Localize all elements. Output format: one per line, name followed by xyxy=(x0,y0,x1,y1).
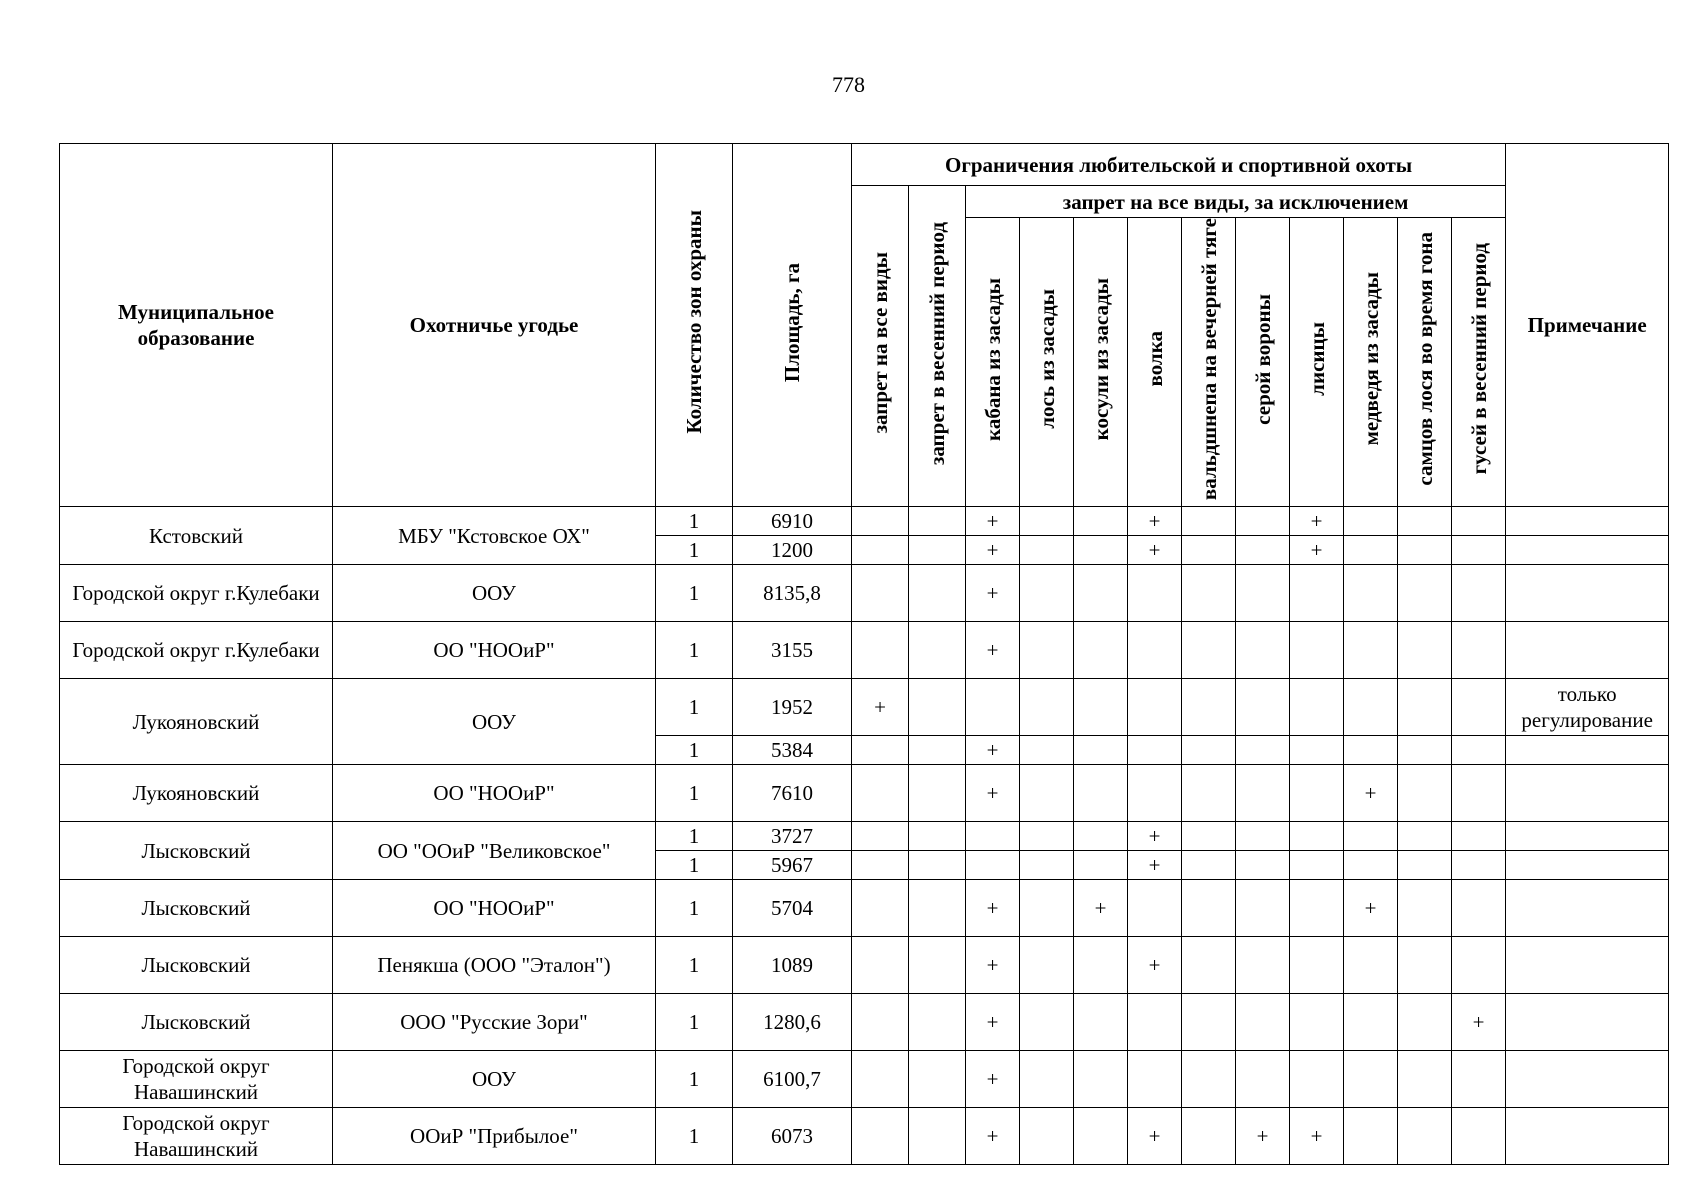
cell-restriction-mark xyxy=(1398,736,1452,765)
cell-restriction-mark: + xyxy=(966,937,1020,994)
cell-restriction-mark xyxy=(909,622,966,679)
header-exception: гусей в весенний период xyxy=(1452,218,1506,507)
cell-restriction-mark xyxy=(1128,994,1182,1051)
table-row xyxy=(60,822,1669,851)
cell-restriction-mark xyxy=(1020,765,1074,822)
cell-restriction-mark xyxy=(1074,622,1128,679)
cell-restriction-mark xyxy=(1398,937,1452,994)
cell-restriction-mark: + xyxy=(852,679,909,736)
table-row xyxy=(60,507,1669,536)
header-exception: медведя из засады xyxy=(1344,218,1398,507)
cell-restriction-mark xyxy=(909,822,966,851)
cell-restriction-mark: + xyxy=(1344,880,1398,937)
cell-note xyxy=(1506,880,1669,937)
cell-restriction-mark xyxy=(1128,1051,1182,1108)
cell-restriction-mark xyxy=(1182,880,1236,937)
cell-restriction-mark xyxy=(1236,507,1290,536)
cell-restriction-mark xyxy=(909,1051,966,1108)
cell-restriction-mark xyxy=(852,1108,909,1165)
cell-restriction-mark xyxy=(1074,1051,1128,1108)
cell-note xyxy=(1506,822,1669,851)
header-exception: лось из засады xyxy=(1020,218,1074,507)
cell-restriction-mark: + xyxy=(966,1108,1020,1165)
cell-zones-count: 1 xyxy=(656,822,733,851)
cell-restriction-mark xyxy=(1452,822,1506,851)
cell-note xyxy=(1506,1108,1669,1165)
cell-restriction-mark xyxy=(1182,822,1236,851)
cell-note xyxy=(1506,622,1669,679)
cell-restriction-mark xyxy=(1074,1108,1128,1165)
cell-zones-count: 1 xyxy=(656,736,733,765)
cell-restriction-mark xyxy=(1182,507,1236,536)
cell-restriction-mark xyxy=(1398,1051,1452,1108)
cell-restriction-mark xyxy=(1236,880,1290,937)
cell-restriction-mark xyxy=(1182,536,1236,565)
cell-restriction-mark: + xyxy=(1128,937,1182,994)
cell-restriction-mark: + xyxy=(966,565,1020,622)
cell-restriction-mark xyxy=(1452,880,1506,937)
cell-area: 6910 xyxy=(733,507,852,536)
cell-municipality: Лукояновский xyxy=(60,679,333,765)
cell-restriction-mark xyxy=(1452,1051,1506,1108)
cell-restriction-mark: + xyxy=(1236,1108,1290,1165)
cell-restriction-mark xyxy=(1398,880,1452,937)
cell-restriction-mark xyxy=(1182,622,1236,679)
cell-hunting-ground: ОО "НООиР" xyxy=(333,765,656,822)
cell-restriction-mark xyxy=(1344,507,1398,536)
cell-restriction-mark xyxy=(1344,851,1398,880)
cell-restriction-mark xyxy=(852,994,909,1051)
cell-restriction-mark: + xyxy=(1128,851,1182,880)
cell-note xyxy=(1506,565,1669,622)
cell-restriction-mark xyxy=(1236,994,1290,1051)
cell-restriction-mark xyxy=(1290,679,1344,736)
cell-restriction-mark xyxy=(1236,536,1290,565)
cell-note xyxy=(1506,736,1669,765)
cell-restriction-mark: + xyxy=(966,536,1020,565)
cell-restriction-mark xyxy=(1182,994,1236,1051)
cell-restriction-mark xyxy=(909,880,966,937)
cell-hunting-ground: ООиР "Прибылое" xyxy=(333,1108,656,1165)
cell-restriction-mark: + xyxy=(1452,994,1506,1051)
cell-area: 8135,8 xyxy=(733,565,852,622)
cell-restriction-mark xyxy=(1020,851,1074,880)
cell-restriction-mark xyxy=(966,851,1020,880)
cell-municipality: Лысковский xyxy=(60,822,333,880)
cell-restriction-mark xyxy=(1290,765,1344,822)
cell-restriction-mark xyxy=(1344,536,1398,565)
cell-restriction-mark xyxy=(1398,822,1452,851)
cell-restriction-mark xyxy=(1074,822,1128,851)
cell-zones-count: 1 xyxy=(656,937,733,994)
cell-municipality: Лысковский xyxy=(60,880,333,937)
cell-hunting-ground: ООУ xyxy=(333,1051,656,1108)
cell-municipality: Городской округ г.Кулебаки xyxy=(60,622,333,679)
cell-restriction-mark xyxy=(1398,851,1452,880)
cell-zones-count: 1 xyxy=(656,880,733,937)
cell-restriction-mark xyxy=(1128,880,1182,937)
cell-restriction-mark xyxy=(1236,736,1290,765)
cell-restriction-mark xyxy=(909,765,966,822)
cell-restriction-mark xyxy=(1452,536,1506,565)
cell-restriction-mark xyxy=(1290,822,1344,851)
cell-restriction-mark xyxy=(1182,565,1236,622)
cell-note xyxy=(1506,851,1669,880)
cell-restriction-mark xyxy=(1182,1051,1236,1108)
cell-restriction-mark xyxy=(909,679,966,736)
cell-restriction-mark: + xyxy=(1128,822,1182,851)
cell-restriction-mark: + xyxy=(1344,765,1398,822)
cell-zones-count: 1 xyxy=(656,994,733,1051)
cell-restriction-mark xyxy=(1290,1051,1344,1108)
cell-restriction-mark xyxy=(1290,565,1344,622)
cell-restriction-mark xyxy=(852,937,909,994)
cell-zones-count: 1 xyxy=(656,765,733,822)
cell-restriction-mark xyxy=(1074,507,1128,536)
cell-restriction-mark xyxy=(1452,765,1506,822)
header-ban-except-group: запрет на все виды, за исключением xyxy=(966,186,1506,218)
cell-restriction-mark xyxy=(1020,736,1074,765)
header-area: Площадь, га xyxy=(733,144,852,507)
cell-restriction-mark xyxy=(1020,994,1074,1051)
cell-restriction-mark: + xyxy=(1074,880,1128,937)
cell-hunting-ground: ОО "НООиР" xyxy=(333,880,656,937)
cell-hunting-ground: ОО "НООиР" xyxy=(333,622,656,679)
cell-hunting-ground: МБУ "Кстовское ОХ" xyxy=(333,507,656,565)
cell-restriction-mark xyxy=(852,822,909,851)
header-ban-spring: запрет в весенний период xyxy=(909,186,966,507)
cell-restriction-mark xyxy=(1074,994,1128,1051)
cell-municipality: Городской округ Навашинский xyxy=(60,1051,333,1108)
cell-restriction-mark xyxy=(1020,622,1074,679)
header-exception: кабана из засады xyxy=(966,218,1020,507)
cell-restriction-mark xyxy=(1452,507,1506,536)
header-exception: самцов лося во время гона xyxy=(1398,218,1452,507)
cell-restriction-mark xyxy=(909,536,966,565)
cell-restriction-mark xyxy=(1236,622,1290,679)
cell-restriction-mark: + xyxy=(1290,536,1344,565)
cell-restriction-mark xyxy=(1074,765,1128,822)
cell-municipality: Кстовский xyxy=(60,507,333,565)
cell-restriction-mark: + xyxy=(966,1051,1020,1108)
cell-restriction-mark xyxy=(1398,994,1452,1051)
cell-area: 5967 xyxy=(733,851,852,880)
table-header xyxy=(60,144,1669,507)
cell-municipality: Лукояновский xyxy=(60,765,333,822)
cell-restriction-mark xyxy=(1290,851,1344,880)
cell-restriction-mark xyxy=(1128,565,1182,622)
table-row xyxy=(60,880,1669,937)
cell-area: 6073 xyxy=(733,1108,852,1165)
cell-restriction-mark: + xyxy=(966,507,1020,536)
cell-restriction-mark xyxy=(1290,880,1344,937)
cell-restriction-mark xyxy=(1236,765,1290,822)
cell-restriction-mark xyxy=(1398,536,1452,565)
cell-municipality: Городской округ г.Кулебаки xyxy=(60,565,333,622)
cell-restriction-mark xyxy=(1398,679,1452,736)
cell-restriction-mark xyxy=(909,507,966,536)
cell-restriction-mark xyxy=(909,736,966,765)
cell-zones-count: 1 xyxy=(656,1108,733,1165)
table-row xyxy=(60,994,1669,1051)
cell-restriction-mark xyxy=(1344,679,1398,736)
cell-restriction-mark: + xyxy=(1128,1108,1182,1165)
cell-restriction-mark xyxy=(1398,565,1452,622)
cell-restriction-mark xyxy=(1074,565,1128,622)
cell-restriction-mark xyxy=(1074,536,1128,565)
cell-area: 7610 xyxy=(733,765,852,822)
cell-restriction-mark xyxy=(1344,565,1398,622)
cell-restriction-mark xyxy=(1236,1051,1290,1108)
cell-restriction-mark xyxy=(966,679,1020,736)
cell-note xyxy=(1506,994,1669,1051)
cell-restriction-mark xyxy=(1452,937,1506,994)
cell-restriction-mark xyxy=(909,1108,966,1165)
cell-hunting-ground: ООУ xyxy=(333,679,656,765)
cell-restriction-mark xyxy=(1344,937,1398,994)
cell-restriction-mark xyxy=(852,880,909,937)
cell-restriction-mark xyxy=(1182,765,1236,822)
header-hunting-ground: Охотничье угодье xyxy=(333,144,656,507)
cell-restriction-mark xyxy=(909,937,966,994)
cell-restriction-mark xyxy=(1128,622,1182,679)
header-exception: косули из засады xyxy=(1074,218,1128,507)
cell-area: 1952 xyxy=(733,679,852,736)
cell-hunting-ground: Пенякша (ООО "Эталон") xyxy=(333,937,656,994)
cell-restriction-mark xyxy=(1452,851,1506,880)
cell-restriction-mark xyxy=(1344,1051,1398,1108)
cell-restriction-mark xyxy=(1182,736,1236,765)
cell-restriction-mark xyxy=(1020,1108,1074,1165)
cell-municipality: Лысковский xyxy=(60,937,333,994)
cell-note xyxy=(1506,536,1669,565)
header-exception: лисицы xyxy=(1290,218,1344,507)
cell-restriction-mark xyxy=(852,765,909,822)
cell-restriction-mark xyxy=(1452,679,1506,736)
cell-restriction-mark xyxy=(852,536,909,565)
cell-restriction-mark: + xyxy=(1290,507,1344,536)
cell-zones-count: 1 xyxy=(656,536,733,565)
cell-area: 5704 xyxy=(733,880,852,937)
cell-restriction-mark xyxy=(909,565,966,622)
cell-restriction-mark xyxy=(1182,937,1236,994)
page-number: 778 xyxy=(832,72,865,97)
header-exception: вальдшнепа на вечерней тяге xyxy=(1182,218,1236,507)
header-zones-count: Количество зон охраны xyxy=(656,144,733,507)
cell-restriction-mark xyxy=(1128,765,1182,822)
header-exception: волка xyxy=(1128,218,1182,507)
table-row xyxy=(60,765,1669,822)
cell-restriction-mark xyxy=(1128,679,1182,736)
cell-restriction-mark xyxy=(1128,736,1182,765)
cell-restriction-mark xyxy=(909,994,966,1051)
cell-restriction-mark xyxy=(1236,937,1290,994)
cell-restriction-mark: + xyxy=(966,765,1020,822)
cell-restriction-mark xyxy=(852,851,909,880)
cell-restriction-mark xyxy=(1236,679,1290,736)
cell-restriction-mark xyxy=(1020,565,1074,622)
cell-restriction-mark xyxy=(1452,565,1506,622)
cell-note xyxy=(1506,1051,1669,1108)
cell-area: 1280,6 xyxy=(733,994,852,1051)
cell-area: 5384 xyxy=(733,736,852,765)
cell-restriction-mark xyxy=(1398,1108,1452,1165)
cell-restriction-mark: + xyxy=(1290,1108,1344,1165)
cell-restriction-mark xyxy=(1344,736,1398,765)
cell-zones-count: 1 xyxy=(656,679,733,736)
cell-zones-count: 1 xyxy=(656,851,733,880)
cell-area: 1200 xyxy=(733,536,852,565)
cell-restriction-mark xyxy=(909,851,966,880)
cell-restriction-mark xyxy=(1182,851,1236,880)
table-row xyxy=(60,565,1669,622)
cell-restriction-mark xyxy=(1236,851,1290,880)
header-ban-all: запрет на все виды xyxy=(852,186,909,507)
cell-restriction-mark xyxy=(1290,736,1344,765)
table-row xyxy=(60,679,1669,736)
cell-restriction-mark xyxy=(1074,937,1128,994)
cell-restriction-mark xyxy=(966,822,1020,851)
cell-restriction-mark xyxy=(1344,1108,1398,1165)
cell-restriction-mark xyxy=(852,622,909,679)
cell-restriction-mark xyxy=(852,565,909,622)
cell-restriction-mark xyxy=(1236,565,1290,622)
cell-restriction-mark xyxy=(1290,994,1344,1051)
cell-area: 1089 xyxy=(733,937,852,994)
cell-restriction-mark xyxy=(1398,622,1452,679)
cell-restriction-mark xyxy=(1020,507,1074,536)
cell-restriction-mark xyxy=(1344,994,1398,1051)
cell-area: 3727 xyxy=(733,822,852,851)
cell-restriction-mark xyxy=(1236,822,1290,851)
cell-area: 6100,7 xyxy=(733,1051,852,1108)
cell-restriction-mark xyxy=(1020,1051,1074,1108)
cell-restriction-mark xyxy=(1074,851,1128,880)
cell-zones-count: 1 xyxy=(656,565,733,622)
cell-hunting-ground: ООУ xyxy=(333,565,656,622)
cell-restriction-mark xyxy=(1020,880,1074,937)
cell-restriction-mark xyxy=(852,507,909,536)
cell-restriction-mark: + xyxy=(966,880,1020,937)
cell-restriction-mark: + xyxy=(1128,507,1182,536)
cell-restriction-mark xyxy=(1344,622,1398,679)
cell-restriction-mark xyxy=(1344,822,1398,851)
cell-restriction-mark xyxy=(1074,736,1128,765)
cell-hunting-ground: ООО "Русские Зори" xyxy=(333,994,656,1051)
header-note: Примечание xyxy=(1506,144,1669,507)
table-row xyxy=(60,1051,1669,1108)
header-exception: серой вороны xyxy=(1236,218,1290,507)
cell-restriction-mark xyxy=(1020,536,1074,565)
cell-restriction-mark xyxy=(1020,822,1074,851)
cell-restriction-mark: + xyxy=(1128,536,1182,565)
cell-zones-count: 1 xyxy=(656,1051,733,1108)
cell-restriction-mark xyxy=(1182,679,1236,736)
cell-note xyxy=(1506,937,1669,994)
cell-restriction-mark xyxy=(1452,736,1506,765)
cell-restriction-mark: + xyxy=(966,736,1020,765)
cell-restriction-mark xyxy=(1020,679,1074,736)
cell-area: 3155 xyxy=(733,622,852,679)
cell-restriction-mark xyxy=(852,1051,909,1108)
cell-restriction-mark xyxy=(1398,507,1452,536)
cell-note: только регулирование xyxy=(1506,679,1669,736)
cell-restriction-mark xyxy=(1452,1108,1506,1165)
cell-restriction-mark xyxy=(1020,937,1074,994)
cell-note xyxy=(1506,507,1669,536)
cell-restriction-mark: + xyxy=(966,622,1020,679)
cell-restriction-mark xyxy=(1452,622,1506,679)
cell-note xyxy=(1506,765,1669,822)
table-row xyxy=(60,937,1669,994)
cell-restriction-mark: + xyxy=(966,994,1020,1051)
hunting-restrictions-table xyxy=(59,143,1669,1165)
cell-restriction-mark xyxy=(1290,937,1344,994)
cell-restriction-mark xyxy=(1182,1108,1236,1165)
cell-municipality: Лысковский xyxy=(60,994,333,1051)
table-row xyxy=(60,1108,1669,1165)
table-row xyxy=(60,622,1669,679)
cell-restriction-mark xyxy=(1398,765,1452,822)
cell-restriction-mark xyxy=(1074,679,1128,736)
table-body xyxy=(60,507,1669,1165)
cell-restriction-mark xyxy=(852,736,909,765)
cell-restriction-mark xyxy=(1290,622,1344,679)
header-municipality: Муниципальное образование xyxy=(60,144,333,507)
cell-zones-count: 1 xyxy=(656,507,733,536)
header-restrictions-group: Ограничения любительской и спортивной охоты xyxy=(852,144,1506,186)
cell-municipality: Городской округ Навашинский xyxy=(60,1108,333,1165)
cell-zones-count: 1 xyxy=(656,622,733,679)
cell-hunting-ground: ОО "ООиР "Великовское" xyxy=(333,822,656,880)
